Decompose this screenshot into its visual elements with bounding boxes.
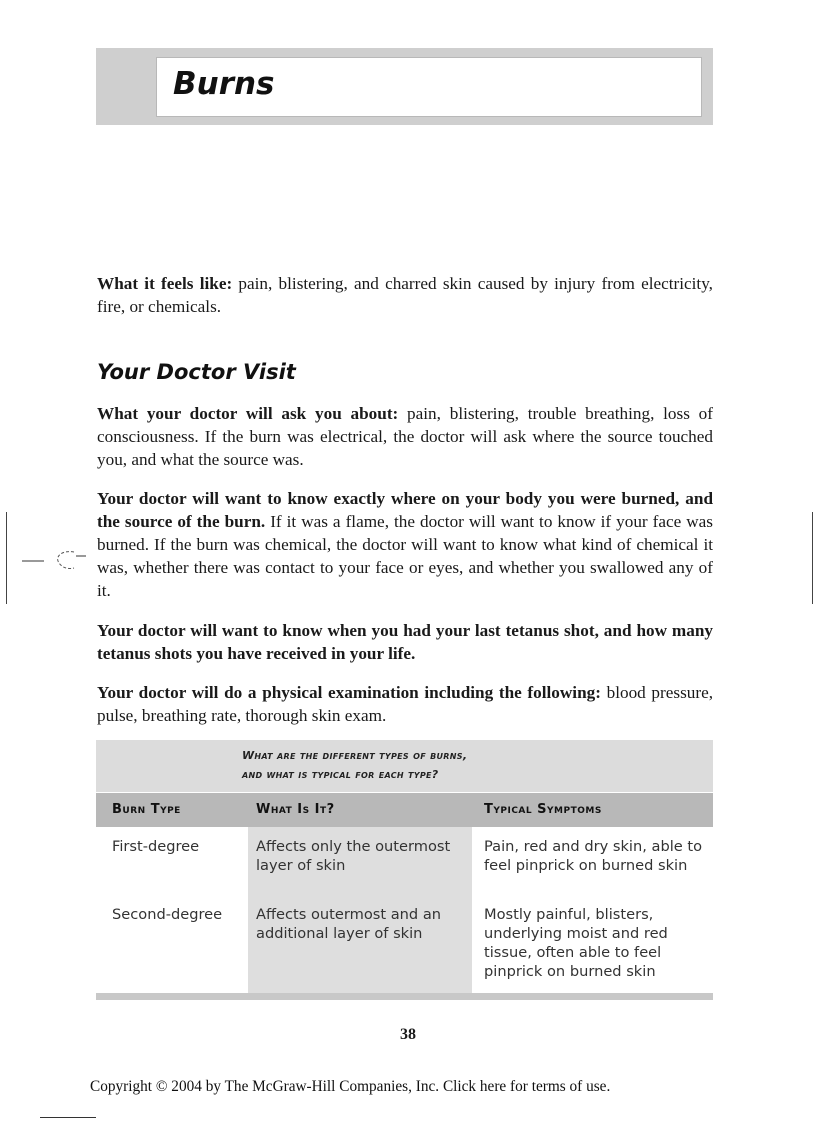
paragraph-ask [97, 402, 713, 471]
paragraph-text: If it was a flame, the doctor will want to know if your face was burned. If the burn was chemical, the doctor will want to know what kind of chemical it was, whether there was contact to your face or eyes, and whether you swallowed any of it. [97, 512, 713, 600]
paragraph-lead: Your doctor will want to know when you had your last tetanus shot, and how many tetanus shots you have received in your life. [97, 621, 713, 663]
row-2-what: Affects outermost and an additional layer of skin [256, 906, 442, 942]
footer-rule [40, 1117, 96, 1118]
title-box [156, 57, 702, 117]
copyright-footer [90, 1078, 750, 1096]
table-header-row [96, 793, 713, 827]
row-1-symptoms: Pain, red and dry skin, able to feel pinprick on burned skin [484, 838, 703, 874]
paragraph-lead: Your doctor will want to know exactly where on your body you were burned, and the source of the burn. [97, 489, 713, 531]
table-bottom-rule [96, 993, 713, 1000]
table-body [96, 827, 713, 993]
caption-line-1: What are the different types of burns, [242, 749, 468, 762]
copyright-text: Copyright © 2004 by The McGraw-Hill Companies, Inc. [90, 1078, 440, 1095]
burn-types-table [96, 740, 713, 1000]
paragraph-exam [97, 681, 713, 727]
paragraph-where [97, 487, 713, 602]
section-heading: Your Doctor Visit [97, 360, 296, 384]
row-2-type: Second-degree [112, 906, 223, 923]
row-2-symptoms: Mostly painful, blisters, underlying moist and red tissue, often able to feel pinprick on burned skin [484, 906, 668, 980]
caption-line-2: and what is typical for each type? [242, 768, 439, 781]
paragraph-tetanus [97, 619, 713, 665]
page-number: 38 [400, 1026, 416, 1043]
header-burn-type: Burn Type [112, 802, 181, 817]
right-margin-line [812, 512, 813, 604]
registration-mark-icon [16, 546, 86, 576]
left-margin-line [6, 512, 7, 604]
feels-like-lead: What it feels like: [97, 274, 233, 293]
row-1-type: First-degree [112, 838, 200, 855]
title-band [96, 48, 713, 125]
paragraph-lead: Your doctor will do a physical examination including the following: [97, 683, 601, 702]
paragraph-text: pain, blistering, trouble breathing, loss of consciousness. If the burn was electrical, the doctor will ask where the source touched you, and what the source was. [97, 404, 713, 469]
feels-like-paragraph [97, 272, 713, 318]
table-caption [96, 740, 713, 792]
page-title: Burns [173, 66, 275, 102]
header-typical-symptoms: Typical Symptoms [484, 802, 602, 817]
feels-like-text: pain, blistering, and charred skin caused by injury from electricity, fire, or chemicals. [97, 274, 713, 316]
header-what-is-it: What Is It? [256, 802, 335, 817]
paragraph-text: blood pressure, pulse, breathing rate, thorough skin exam. [97, 683, 713, 725]
paragraph-lead: What your doctor will ask you about: [97, 404, 399, 423]
row-1-what: Affects only the outermost layer of skin [256, 838, 451, 874]
terms-of-use-link[interactable]: Click here for terms of use. [442, 1078, 611, 1095]
